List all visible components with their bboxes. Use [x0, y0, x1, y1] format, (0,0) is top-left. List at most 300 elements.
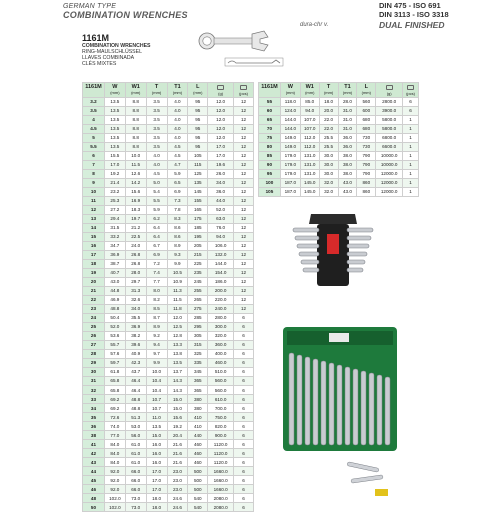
cell-t1: 24.6	[167, 503, 188, 512]
cell-l: 345	[188, 367, 208, 376]
col-size: 1161M	[83, 83, 105, 98]
table-row	[259, 115, 419, 124]
cell-pack: 6	[234, 503, 254, 512]
cell-w: 149.0	[280, 133, 300, 142]
cell-size: 21	[83, 286, 105, 295]
cell-l: 365	[188, 376, 208, 385]
cell-l: 235	[188, 268, 208, 277]
cell-pack: 12	[234, 160, 254, 169]
cell-size: 6	[83, 151, 105, 160]
cell-t: 8.2	[146, 295, 167, 304]
cell-pack: 12	[234, 250, 254, 259]
standard-line-1: DIN 475 - ISO 691	[379, 1, 441, 10]
cell-size: 90	[259, 160, 281, 169]
cell-t1: 31.0	[338, 115, 357, 124]
col-size: 1161M	[259, 83, 281, 98]
cell-t1: 12.0	[167, 313, 188, 322]
cell-w: 38.7	[104, 259, 125, 268]
table-row	[83, 142, 254, 151]
col-t1: T1 (mm)	[167, 83, 188, 98]
cell-weight: 19.6	[208, 160, 234, 169]
cell-size: 12	[83, 205, 105, 214]
cell-weight: 17.0	[208, 151, 234, 160]
cell-t: 10.0	[146, 367, 167, 376]
cell-pack: 12	[234, 196, 254, 205]
cell-t1: 9.3	[167, 250, 188, 259]
cell-pack: 6	[403, 106, 419, 115]
table-header-row	[259, 83, 419, 98]
table-row	[259, 133, 419, 142]
cell-w1: 8.8	[125, 106, 146, 115]
cell-w: 72.6	[104, 413, 125, 422]
cell-pack: 6	[234, 322, 254, 331]
cell-w: 33.2	[104, 232, 125, 241]
table-row	[83, 286, 254, 295]
table-row	[83, 467, 254, 476]
cell-l: 500	[188, 476, 208, 485]
col-t: T (mm)	[146, 83, 167, 98]
cell-t: 4.5	[146, 169, 167, 178]
cell-t: 18.0	[319, 97, 338, 106]
cell-t: 8.5	[146, 304, 167, 313]
col-t: T (mm)	[319, 83, 338, 98]
cell-w1: 12.6	[125, 169, 146, 178]
cell-w: 118.0	[280, 97, 300, 106]
table-row	[83, 494, 254, 503]
cell-t1: 6.5	[167, 178, 188, 187]
cell-l: 380	[188, 395, 208, 404]
cell-w: 179.0	[280, 151, 300, 160]
header-right	[379, 2, 497, 30]
cell-l: 365	[188, 386, 208, 395]
cell-w1: 66.0	[125, 467, 146, 476]
cell-w: 21.4	[104, 178, 125, 187]
cell-l: 460	[188, 440, 208, 449]
cell-w: 53.6	[104, 331, 125, 340]
cell-size: 8	[83, 169, 105, 178]
cell-w1: 35.5	[125, 313, 146, 322]
cell-w: 144.0	[280, 115, 300, 124]
cell-t: 7.4	[146, 268, 167, 277]
cell-l: 730	[357, 142, 376, 151]
table-row	[83, 187, 254, 196]
cell-w1: 131.0	[300, 169, 319, 178]
cell-size: 5.5	[83, 142, 105, 151]
cell-size: 19	[83, 268, 105, 277]
cell-w1: 73.0	[125, 494, 146, 503]
cell-size: 5	[83, 133, 105, 142]
cell-weight: 144.0	[208, 259, 234, 268]
cell-t1: 4.5	[167, 151, 188, 160]
cell-pack: 6	[234, 395, 254, 404]
cell-t: 6.4	[146, 232, 167, 241]
table-row	[259, 169, 419, 178]
cell-t: 6.2	[146, 214, 167, 223]
standard-line-2: DIN 3113 - ISO 3318	[379, 9, 449, 19]
cell-w1: 61.0	[125, 458, 146, 467]
table-row	[83, 440, 254, 449]
col-weight: (g)	[208, 83, 234, 98]
cell-w: 102.0	[104, 494, 125, 503]
cell-w: 17.0	[104, 160, 125, 169]
cell-w1: 24.0	[125, 241, 146, 250]
cell-pack: 6	[234, 349, 254, 358]
cell-w: 40.7	[104, 268, 125, 277]
table-row	[83, 214, 254, 223]
cell-w1: 8.8	[125, 124, 146, 133]
cell-l: 185	[188, 223, 208, 232]
cell-weight: 36.0	[208, 187, 234, 196]
cell-weight: 700.0	[208, 404, 234, 413]
cell-l: 440	[188, 431, 208, 440]
cell-weight: 1120.0	[208, 440, 234, 449]
cell-t: 30.0	[319, 160, 338, 169]
cell-w1: 19.7	[125, 214, 146, 223]
cell-pack: 1	[403, 142, 419, 151]
col-l: L (mm)	[188, 83, 208, 98]
cell-l: 860	[357, 187, 376, 196]
table-row	[259, 178, 419, 187]
cell-size: 15	[83, 232, 105, 241]
cell-weight: 6800.0	[376, 133, 403, 142]
cell-l: 730	[357, 133, 376, 142]
cell-t1: 13.7	[167, 367, 188, 376]
cell-pack: 6	[234, 367, 254, 376]
table-row	[259, 106, 419, 115]
cell-w: 52.0	[104, 322, 125, 331]
cell-t1: 11.8	[167, 304, 188, 313]
cell-pack: 6	[234, 449, 254, 458]
cell-weight: 240.0	[208, 304, 234, 313]
cell-t: 16.0	[146, 458, 167, 467]
col-w1: W1 (mm)	[300, 83, 319, 98]
cell-pack: 1	[403, 187, 419, 196]
cell-pack: 12	[234, 286, 254, 295]
cell-w: 19.2	[104, 169, 125, 178]
cell-w1: 53.0	[125, 422, 146, 431]
cell-w: 15.5	[104, 151, 125, 160]
cell-size: 45	[83, 476, 105, 485]
cell-l: 225	[188, 259, 208, 268]
cell-size: 13	[83, 214, 105, 223]
cell-w: 187.0	[280, 187, 300, 196]
col-t1: T1 (mm)	[338, 83, 357, 98]
cell-size: 27	[83, 340, 105, 349]
cell-w1: 14.2	[125, 178, 146, 187]
name-english: COMBINATION WRENCHES	[82, 43, 151, 49]
table-row	[83, 106, 254, 115]
cell-t1: 19.2	[167, 422, 188, 431]
table-row	[83, 376, 254, 385]
cell-size: 75	[259, 133, 281, 142]
cell-l: 860	[357, 178, 376, 187]
cell-l: 95	[188, 115, 208, 124]
cell-weight: 52.0	[208, 205, 234, 214]
cell-weight: 1660.0	[208, 485, 234, 494]
name-spanish: LLAVES COMBINADA	[82, 55, 135, 61]
cell-l: 500	[188, 485, 208, 494]
cell-t1: 31.0	[338, 106, 357, 115]
cell-size: 60	[259, 106, 281, 115]
cell-t: 20.0	[319, 106, 338, 115]
cell-pack: 12	[234, 106, 254, 115]
cell-weight: 3900.0	[376, 106, 403, 115]
cell-t1: 14.3	[167, 386, 188, 395]
table-row	[259, 151, 419, 160]
table-row	[83, 449, 254, 458]
cell-l: 175	[188, 214, 208, 223]
cell-pack: 12	[234, 169, 254, 178]
cell-t1: 31.0	[338, 124, 357, 133]
cell-w: 55.7	[104, 340, 125, 349]
cell-l: 380	[188, 404, 208, 413]
cell-t: 5.0	[146, 178, 167, 187]
cell-w1: 94.0	[300, 106, 319, 115]
cell-w: 65.8	[104, 376, 125, 385]
cell-t: 13.5	[146, 422, 167, 431]
table-row	[83, 133, 254, 142]
cell-t: 8.7	[146, 313, 167, 322]
spec-table-right	[258, 82, 419, 197]
cell-t1: 23.0	[167, 485, 188, 494]
cell-size: 10	[83, 187, 105, 196]
cell-w1: 107.0	[300, 115, 319, 124]
cell-t: 18.0	[146, 503, 167, 512]
cell-w: 43.0	[104, 277, 125, 286]
wrench-side-view-icon	[224, 56, 284, 68]
cell-l: 560	[357, 97, 376, 106]
table-row	[83, 223, 254, 232]
cell-w: 34.7	[104, 241, 125, 250]
cell-weight: 560.0	[208, 376, 234, 385]
cell-t: 7.2	[146, 259, 167, 268]
scale-icon	[386, 85, 393, 90]
name-german: RING-MAULSCHLÜSSEL	[82, 49, 142, 55]
cell-w1: 39.6	[125, 340, 146, 349]
cell-size: 41	[83, 440, 105, 449]
cell-weight: 186.0	[208, 277, 234, 286]
finish-label: DUAL FINISHED	[379, 20, 445, 30]
cell-t1: 5.9	[167, 169, 188, 178]
cell-pack: 6	[234, 413, 254, 422]
cell-w: 61.8	[104, 367, 125, 376]
cell-pack: 12	[234, 151, 254, 160]
cell-t: 25.5	[319, 142, 338, 151]
cell-pack: 6	[234, 386, 254, 395]
cell-pack: 12	[234, 304, 254, 313]
cell-size: 44	[83, 467, 105, 476]
cell-t1: 7.8	[167, 205, 188, 214]
cell-w1: 51.3	[125, 413, 146, 422]
cell-size: 26	[83, 331, 105, 340]
table-row	[83, 349, 254, 358]
cell-size: 70	[259, 124, 281, 133]
product-title: COMBINATION WRENCHES	[63, 10, 188, 20]
table-row	[83, 259, 254, 268]
cell-w1: 48.8	[125, 395, 146, 404]
cell-t1: 4.0	[167, 124, 188, 133]
cell-t: 32.0	[319, 178, 338, 187]
cell-l: 285	[188, 313, 208, 322]
cell-l: 125	[188, 169, 208, 178]
box-icon	[240, 85, 247, 90]
cell-weight: 12.0	[208, 133, 234, 142]
cell-w: 84.0	[104, 440, 125, 449]
cell-pack: 12	[234, 277, 254, 286]
cell-l: 195	[188, 232, 208, 241]
cell-l: 680	[357, 124, 376, 133]
cell-size: 17	[83, 250, 105, 259]
cell-w: 69.2	[104, 395, 125, 404]
cell-weight: 12.0	[208, 124, 234, 133]
table-row	[83, 503, 254, 512]
cell-pack: 1	[403, 133, 419, 142]
table-row	[83, 367, 254, 376]
cell-weight: 560.0	[208, 386, 234, 395]
cell-t1: 4.0	[167, 106, 188, 115]
cell-size: 4.5	[83, 124, 105, 133]
cell-w: 102.0	[104, 503, 125, 512]
cell-t: 11.0	[146, 413, 167, 422]
cell-w1: 8.8	[125, 142, 146, 151]
cell-w1: 31.3	[125, 286, 146, 295]
cell-weight: 76.0	[208, 223, 234, 232]
cell-t: 15.0	[146, 431, 167, 440]
cell-t1: 23.0	[167, 476, 188, 485]
table-row	[83, 178, 254, 187]
cell-weight: 5800.0	[376, 124, 403, 133]
table-row	[83, 395, 254, 404]
cell-weight: 12.0	[208, 115, 234, 124]
cell-l: 325	[188, 349, 208, 358]
cell-weight: 1120.0	[208, 458, 234, 467]
cell-size: 16	[83, 241, 105, 250]
cell-pack: 1	[403, 178, 419, 187]
cell-pack: 12	[234, 178, 254, 187]
cell-weight: 510.0	[208, 367, 234, 376]
cell-l: 165	[188, 205, 208, 214]
cell-l: 410	[188, 422, 208, 431]
type-line: GERMAN TYPE	[63, 3, 117, 10]
cell-t1: 20.4	[167, 431, 188, 440]
header-left	[63, 3, 188, 20]
cell-pack: 1	[403, 169, 419, 178]
cell-t1: 36.0	[338, 142, 357, 151]
col-w: W (mm)	[104, 83, 125, 98]
cell-w: 13.5	[104, 133, 125, 142]
cell-w: 84.0	[104, 449, 125, 458]
cell-pack: 6	[234, 331, 254, 340]
cell-l: 145	[188, 187, 208, 196]
cell-weight: 12000.0	[376, 187, 403, 196]
cell-l: 540	[188, 503, 208, 512]
cell-pack: 6	[403, 97, 419, 106]
cell-w: 50.4	[104, 313, 125, 322]
scale-icon	[217, 85, 224, 90]
cell-weight: 10000.0	[376, 160, 403, 169]
cell-pack: 12	[234, 187, 254, 196]
cell-weight: 820.0	[208, 422, 234, 431]
cell-pack: 6	[234, 431, 254, 440]
cell-l: 245	[188, 277, 208, 286]
col-w1: W1 (mm)	[125, 83, 146, 98]
table-row	[83, 124, 254, 133]
cell-t1: 24.6	[167, 494, 188, 503]
cell-weight: 10000.0	[376, 151, 403, 160]
cell-w: 92.0	[104, 476, 125, 485]
cell-w: 124.0	[280, 106, 300, 115]
cell-weight: 44.0	[208, 196, 234, 205]
cell-w1: 56.0	[125, 431, 146, 440]
cell-w: 23.2	[104, 187, 125, 196]
cell-w: 92.0	[104, 467, 125, 476]
cell-pack: 6	[234, 376, 254, 385]
cell-w1: 40.9	[125, 349, 146, 358]
cell-size: 3.2	[83, 97, 105, 106]
cell-t1: 21.6	[167, 449, 188, 458]
table-row	[259, 160, 419, 169]
cell-t: 17.0	[146, 476, 167, 485]
cell-l: 295	[188, 322, 208, 331]
table-row	[83, 431, 254, 440]
cell-w1: 38.2	[125, 331, 146, 340]
cell-t: 5.5	[146, 196, 167, 205]
cell-pack: 1	[403, 160, 419, 169]
cell-pack: 12	[234, 232, 254, 241]
cell-weight: 12000.0	[376, 169, 403, 178]
cell-w: 13.5	[104, 115, 125, 124]
cell-l: 460	[188, 458, 208, 467]
cell-w: 48.8	[104, 304, 125, 313]
cell-l: 255	[188, 286, 208, 295]
table-row	[83, 358, 254, 367]
cell-l: 410	[188, 413, 208, 422]
cell-pack: 1	[403, 115, 419, 124]
cell-t1: 11.3	[167, 286, 188, 295]
cell-t1: 12.5	[167, 322, 188, 331]
cell-w: 92.0	[104, 485, 125, 494]
table-row	[83, 458, 254, 467]
cell-t1: 8.6	[167, 223, 188, 232]
cell-pack: 12	[234, 223, 254, 232]
table-row	[83, 304, 254, 313]
cell-weight: 1120.0	[208, 449, 234, 458]
cell-t1: 8.6	[167, 232, 188, 241]
cell-l: 135	[188, 178, 208, 187]
cell-l: 115	[188, 160, 208, 169]
cell-w1: 46.4	[125, 376, 146, 385]
cell-t1: 7.3	[167, 196, 188, 205]
table-row	[83, 485, 254, 494]
cell-t: 6.9	[146, 250, 167, 259]
table-row	[83, 97, 254, 106]
cell-t1: 4.5	[167, 142, 188, 151]
cell-weight: 280.0	[208, 313, 234, 322]
cell-size: 18	[83, 259, 105, 268]
cell-weight: 750.0	[208, 413, 234, 422]
cell-w1: 61.0	[125, 440, 146, 449]
cell-size: 55	[259, 97, 281, 106]
cell-size: 9	[83, 178, 105, 187]
cell-size: 95	[259, 169, 281, 178]
cell-w: 57.6	[104, 349, 125, 358]
cell-weight: 220.0	[208, 295, 234, 304]
table-row	[83, 115, 254, 124]
cell-pack: 6	[234, 458, 254, 467]
table-row	[83, 295, 254, 304]
cell-size: 14	[83, 223, 105, 232]
cell-w1: 8.8	[125, 133, 146, 142]
